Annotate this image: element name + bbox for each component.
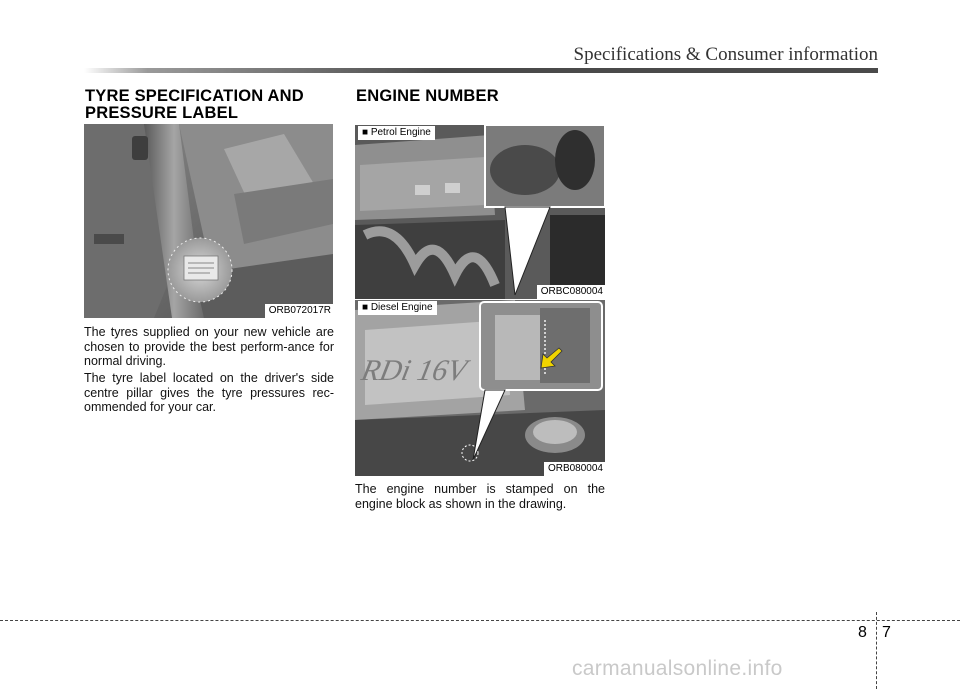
tyre-heading-line2: PRESSURE LABEL (85, 104, 239, 122)
diesel-engine-photo (355, 300, 605, 476)
tyre-image-code: ORB072017R (265, 304, 333, 318)
page-number-chapter: 8 (858, 624, 867, 641)
diesel-engine-label: ■ Diesel Engine (358, 301, 437, 315)
engine-cover-engraving: RDi 16V (358, 353, 470, 387)
watermark-text: carmanualsonline.info (572, 657, 783, 680)
tyre-section-heading (85, 88, 304, 122)
tyre-paragraph-2: The tyre label located on the driver's side centre pillar gives the tyre pressures rec-ommended for your car. (84, 371, 334, 414)
petrol-image-code: ORBC080004 (537, 285, 605, 299)
section-header-title: Specifications & Consumer information (573, 44, 878, 65)
petrol-engine-photo (355, 125, 605, 299)
footer-page-divider (876, 612, 877, 689)
door-pillar-illustration (84, 124, 333, 318)
petrol-engine-label: ■ Petrol Engine (358, 126, 435, 140)
engine-section-heading: ENGINE NUMBER (356, 87, 499, 105)
page-number-page: 7 (882, 624, 891, 641)
tyre-heading-line1: TYRE SPECIFICATION AND (85, 87, 304, 105)
engine-paragraph: The engine number is stamped on the engine block as shown in the drawing. (355, 482, 605, 511)
footer-dashed-line (0, 620, 960, 621)
header-rule (84, 68, 878, 73)
tyre-label-photo (84, 124, 333, 318)
diesel-image-code: ORB080004 (544, 462, 605, 476)
petrol-engine-illustration (355, 125, 605, 299)
diesel-engine-illustration (355, 300, 605, 476)
tyre-paragraph-1: The tyres supplied on your new vehicle are chosen to provide the best perform-ance for normal driving. (84, 325, 334, 368)
